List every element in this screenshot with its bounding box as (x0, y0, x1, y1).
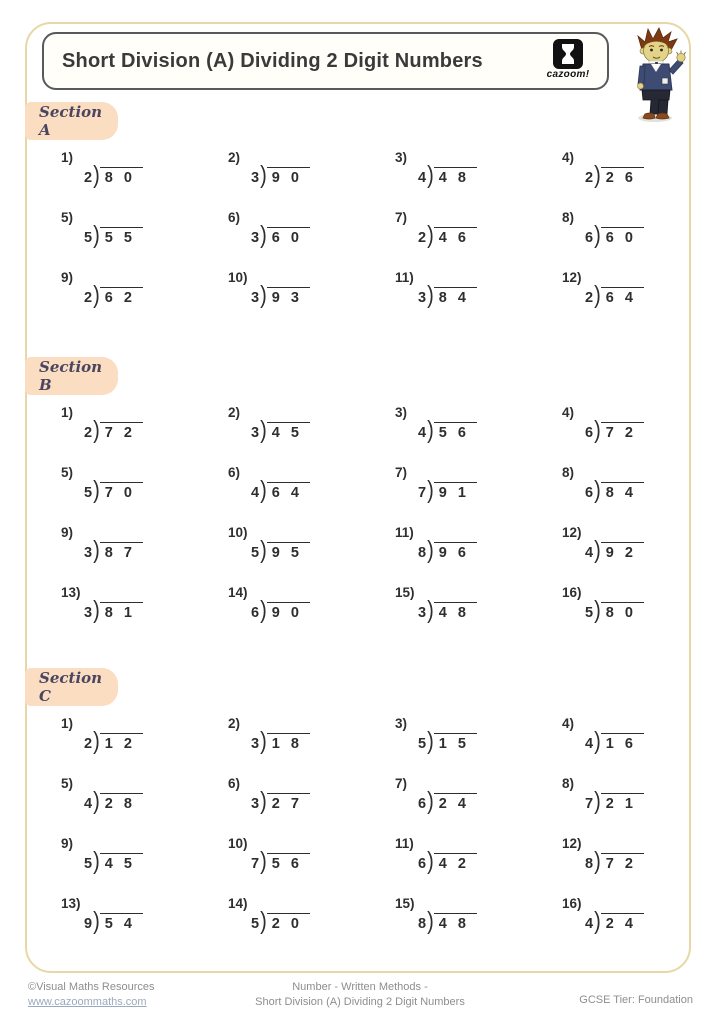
bus-stop-expression (585, 281, 720, 310)
bus-stop-expression (418, 416, 562, 445)
problem-number: 7) (395, 210, 408, 225)
dividend: 24 (434, 793, 477, 813)
problem-number: 16) (562, 585, 582, 600)
problem-number: 9) (61, 836, 74, 851)
division-problem (228, 146, 395, 206)
divisor: 5 (84, 856, 93, 872)
bus-stop-expression (418, 281, 562, 310)
problem-number: 16) (562, 896, 582, 911)
bus-stop-expression (585, 221, 720, 250)
bus-stop-expression (418, 596, 562, 625)
division-bracket-icon: ) (260, 536, 267, 565)
bus-stop-expression (84, 536, 228, 565)
divisor: 6 (251, 605, 260, 621)
bus-stop-expression (585, 787, 720, 816)
problem-number: 6) (228, 465, 241, 480)
problem-number: 4) (562, 150, 575, 165)
division-problem (395, 206, 562, 266)
bus-stop-expression (84, 281, 228, 310)
division-bracket-icon: ) (93, 221, 100, 250)
divisor: 4 (418, 170, 427, 186)
division-problem (562, 401, 720, 461)
problem-number: 4) (562, 405, 575, 420)
dividend: 21 (601, 793, 644, 813)
worksheet-section (27, 668, 689, 952)
division-bracket-icon: ) (594, 476, 601, 505)
dividend: 46 (434, 227, 477, 247)
page-border (25, 22, 691, 973)
bus-stop-expression (251, 281, 395, 310)
divisor: 2 (84, 736, 93, 752)
problem-number: 4) (562, 716, 575, 731)
divisor: 5 (251, 916, 260, 932)
dividend: 90 (267, 602, 310, 622)
division-problem (562, 206, 720, 266)
bus-stop-expression (251, 727, 395, 756)
division-bracket-icon: ) (594, 847, 601, 876)
dividend: 81 (100, 602, 143, 622)
divisor: 3 (251, 736, 260, 752)
bus-stop-expression (84, 907, 228, 936)
problem-number: 7) (395, 465, 408, 480)
bus-stop-expression (585, 907, 720, 936)
division-bracket-icon: ) (260, 907, 267, 936)
division-bracket-icon: ) (93, 596, 100, 625)
division-problem (562, 772, 720, 832)
problem-number: 15) (395, 896, 415, 911)
division-bracket-icon: ) (594, 281, 601, 310)
worksheet-section (27, 102, 689, 326)
dividend: 18 (267, 733, 310, 753)
problem-number: 9) (61, 525, 74, 540)
dividend: 62 (100, 287, 143, 307)
divisor: 3 (251, 170, 260, 186)
division-bracket-icon: ) (594, 416, 601, 445)
dividend: 27 (267, 793, 310, 813)
divisor: 4 (585, 916, 594, 932)
division-problem (562, 521, 720, 581)
division-bracket-icon: ) (260, 476, 267, 505)
divisor: 3 (251, 290, 260, 306)
bus-stop-expression (418, 727, 562, 756)
dividend: 60 (267, 227, 310, 247)
division-bracket-icon: ) (427, 281, 434, 310)
division-bracket-icon: ) (93, 787, 100, 816)
divisor: 2 (84, 425, 93, 441)
division-bracket-icon: ) (93, 476, 100, 505)
divisor: 3 (84, 545, 93, 561)
footer-copyright: ©Visual Maths Resources (28, 981, 155, 993)
footer-topic-line2: Short Division (A) Dividing 2 Digit Numbers (255, 995, 465, 1008)
bus-stop-expression (251, 221, 395, 250)
division-problem (395, 581, 562, 641)
problem-number: 10) (228, 836, 248, 851)
division-bracket-icon: ) (594, 536, 601, 565)
divisor: 3 (84, 605, 93, 621)
division-problem (395, 401, 562, 461)
division-bracket-icon: ) (427, 727, 434, 756)
division-problem (562, 146, 720, 206)
problem-number: 13) (61, 896, 81, 911)
bus-stop-expression (84, 476, 228, 505)
dividend: 56 (267, 853, 310, 873)
division-problem (228, 772, 395, 832)
bus-stop-expression (84, 847, 228, 876)
bus-stop-expression (84, 727, 228, 756)
division-bracket-icon: ) (427, 787, 434, 816)
division-bracket-icon: ) (93, 281, 100, 310)
problem-number: 3) (395, 405, 408, 420)
division-problem (61, 266, 228, 326)
division-problem (228, 892, 395, 952)
dividend: 95 (267, 542, 310, 562)
dividend: 48 (434, 602, 477, 622)
divisor: 6 (585, 485, 594, 501)
dividend: 72 (601, 853, 644, 873)
problem-number: 12) (562, 270, 582, 285)
dividend: 45 (267, 422, 310, 442)
division-bracket-icon: ) (427, 161, 434, 190)
dividend: 48 (434, 167, 477, 187)
bus-stop-expression (251, 416, 395, 445)
bus-stop-expression (251, 476, 395, 505)
dividend: 72 (100, 422, 143, 442)
problem-grid (27, 401, 689, 641)
divisor: 4 (418, 425, 427, 441)
problem-number: 9) (61, 270, 74, 285)
division-problem (395, 146, 562, 206)
problem-number: 3) (395, 150, 408, 165)
division-bracket-icon: ) (427, 221, 434, 250)
divisor: 2 (585, 170, 594, 186)
division-problem (61, 581, 228, 641)
dividend: 48 (434, 913, 477, 933)
division-problem (395, 832, 562, 892)
problem-number: 8) (562, 776, 575, 791)
divisor: 4 (84, 796, 93, 812)
problem-number: 13) (61, 585, 81, 600)
division-problem (562, 581, 720, 641)
bus-stop-expression (251, 907, 395, 936)
problem-number: 10) (228, 270, 248, 285)
division-problem (562, 892, 720, 952)
section-label: Section A (25, 102, 118, 140)
problem-number: 5) (61, 465, 74, 480)
divisor: 3 (251, 230, 260, 246)
problem-number: 11) (395, 270, 414, 285)
bus-stop-expression (585, 416, 720, 445)
divisor: 3 (251, 425, 260, 441)
bus-stop-expression (84, 596, 228, 625)
problem-number: 6) (228, 776, 241, 791)
dividend: 93 (267, 287, 310, 307)
problem-number: 5) (61, 210, 74, 225)
section-label: Section B (25, 357, 118, 395)
division-problem (562, 712, 720, 772)
bus-stop-expression (251, 536, 395, 565)
bus-stop-expression (418, 161, 562, 190)
divisor: 7 (251, 856, 260, 872)
dividend: 12 (100, 733, 143, 753)
division-problem (61, 206, 228, 266)
problem-number: 12) (562, 525, 582, 540)
division-problem (228, 712, 395, 772)
bus-stop-expression (84, 787, 228, 816)
division-bracket-icon: ) (260, 161, 267, 190)
bus-stop-expression (585, 476, 720, 505)
division-bracket-icon: ) (93, 907, 100, 936)
divisor: 8 (585, 856, 594, 872)
dividend: 84 (601, 482, 644, 502)
dividend: 26 (601, 167, 644, 187)
divisor: 3 (418, 605, 427, 621)
divisor: 3 (251, 796, 260, 812)
problem-number: 11) (395, 525, 414, 540)
division-bracket-icon: ) (594, 161, 601, 190)
dividend: 45 (100, 853, 143, 873)
bus-stop-expression (418, 476, 562, 505)
division-bracket-icon: ) (260, 787, 267, 816)
cazoom-logo (537, 39, 599, 80)
division-problem (61, 832, 228, 892)
divisor: 4 (585, 736, 594, 752)
problem-number: 2) (228, 150, 241, 165)
divisor: 6 (585, 425, 594, 441)
bus-stop-expression (84, 221, 228, 250)
divisor: 6 (418, 796, 427, 812)
division-bracket-icon: ) (93, 536, 100, 565)
problem-number: 14) (228, 585, 248, 600)
division-problem (61, 461, 228, 521)
bus-stop-expression (251, 787, 395, 816)
division-problem (562, 832, 720, 892)
division-problem (61, 146, 228, 206)
bus-stop-expression (418, 221, 562, 250)
division-problem (228, 461, 395, 521)
division-problem (61, 712, 228, 772)
division-problem (228, 521, 395, 581)
divisor: 2 (84, 290, 93, 306)
dividend: 24 (601, 913, 644, 933)
problem-number: 8) (562, 210, 575, 225)
divisor: 2 (84, 170, 93, 186)
dividend: 96 (434, 542, 477, 562)
divisor: 5 (418, 736, 427, 752)
dividend: 15 (434, 733, 477, 753)
dividend: 91 (434, 482, 477, 502)
bus-stop-expression (84, 416, 228, 445)
problem-number: 3) (395, 716, 408, 731)
problem-number: 1) (61, 405, 74, 420)
division-bracket-icon: ) (594, 907, 601, 936)
dividend: 64 (601, 287, 644, 307)
dividend: 60 (601, 227, 644, 247)
footer-website-link[interactable]: www.cazoommaths.com (28, 995, 147, 1008)
dividend: 80 (601, 602, 644, 622)
dividend: 56 (434, 422, 477, 442)
dividend: 42 (434, 853, 477, 873)
division-bracket-icon: ) (427, 416, 434, 445)
division-bracket-icon: ) (93, 847, 100, 876)
division-problem (562, 266, 720, 326)
dividend: 70 (100, 482, 143, 502)
dividend: 28 (100, 793, 143, 813)
divisor: 3 (418, 290, 427, 306)
problem-number: 15) (395, 585, 415, 600)
sections-host (27, 100, 689, 952)
problem-number: 7) (395, 776, 408, 791)
bus-stop-expression (585, 536, 720, 565)
dividend: 72 (601, 422, 644, 442)
bus-stop-expression (251, 847, 395, 876)
problem-number: 14) (228, 896, 248, 911)
bus-stop-expression (585, 847, 720, 876)
division-problem (395, 266, 562, 326)
divisor: 5 (251, 545, 260, 561)
division-bracket-icon: ) (427, 596, 434, 625)
division-bracket-icon: ) (260, 281, 267, 310)
divisor: 5 (84, 230, 93, 246)
divisor: 7 (585, 796, 594, 812)
cazoom-logo-text: cazoom! (546, 69, 590, 80)
bus-stop-expression (418, 787, 562, 816)
footer-tier: GCSE Tier: Foundation (579, 994, 693, 1006)
dividend: 55 (100, 227, 143, 247)
division-problem (61, 521, 228, 581)
footer (0, 978, 720, 1018)
problem-number: 1) (61, 150, 74, 165)
divisor: 4 (251, 485, 260, 501)
dividend: 84 (434, 287, 477, 307)
divisor: 2 (418, 230, 427, 246)
problem-grid (27, 712, 689, 952)
section-label: Section C (25, 668, 118, 706)
divisor: 7 (418, 485, 427, 501)
divisor: 4 (585, 545, 594, 561)
problem-number: 11) (395, 836, 414, 851)
dividend: 54 (100, 913, 143, 933)
division-bracket-icon: ) (427, 847, 434, 876)
division-bracket-icon: ) (260, 727, 267, 756)
problem-number: 1) (61, 716, 74, 731)
dividend: 92 (601, 542, 644, 562)
division-bracket-icon: ) (594, 221, 601, 250)
problem-number: 12) (562, 836, 582, 851)
division-problem (228, 266, 395, 326)
division-problem (228, 206, 395, 266)
bus-stop-expression (585, 596, 720, 625)
division-problem (395, 461, 562, 521)
title-box (42, 32, 609, 90)
division-bracket-icon: ) (260, 416, 267, 445)
dividend: 90 (267, 167, 310, 187)
division-bracket-icon: ) (260, 847, 267, 876)
dividend: 20 (267, 913, 310, 933)
division-bracket-icon: ) (594, 596, 601, 625)
problem-number: 5) (61, 776, 74, 791)
dividend: 87 (100, 542, 143, 562)
division-bracket-icon: ) (427, 536, 434, 565)
division-bracket-icon: ) (93, 161, 100, 190)
divisor: 2 (585, 290, 594, 306)
division-problem (562, 461, 720, 521)
divisor: 6 (585, 230, 594, 246)
division-problem (395, 712, 562, 772)
cazoom-logo-icon (553, 39, 583, 69)
bus-stop-expression (251, 161, 395, 190)
division-problem (228, 401, 395, 461)
bus-stop-expression (84, 161, 228, 190)
division-bracket-icon: ) (93, 416, 100, 445)
dividend: 80 (100, 167, 143, 187)
divisor: 6 (418, 856, 427, 872)
problem-number: 2) (228, 405, 241, 420)
division-problem (61, 772, 228, 832)
division-problem (228, 832, 395, 892)
dividend: 64 (267, 482, 310, 502)
divisor: 8 (418, 545, 427, 561)
division-bracket-icon: ) (260, 221, 267, 250)
division-problem (61, 401, 228, 461)
worksheet-title: Short Division (A) Dividing 2 Digit Numbers (62, 49, 483, 72)
bus-stop-expression (418, 907, 562, 936)
division-bracket-icon: ) (427, 907, 434, 936)
division-problem (395, 892, 562, 952)
footer-topic-line1: Number - Written Methods - (292, 981, 428, 993)
divisor: 8 (418, 916, 427, 932)
division-bracket-icon: ) (427, 476, 434, 505)
division-problem (61, 892, 228, 952)
divisor: 9 (84, 916, 93, 932)
division-bracket-icon: ) (594, 727, 601, 756)
bus-stop-expression (585, 161, 720, 190)
problem-number: 10) (228, 525, 248, 540)
division-bracket-icon: ) (594, 787, 601, 816)
dividend: 16 (601, 733, 644, 753)
problem-number: 2) (228, 716, 241, 731)
bus-stop-expression (418, 847, 562, 876)
problem-number: 6) (228, 210, 241, 225)
bus-stop-expression (585, 727, 720, 756)
problem-grid (27, 146, 689, 326)
division-problem (395, 772, 562, 832)
divisor: 5 (84, 485, 93, 501)
problem-number: 8) (562, 465, 575, 480)
bus-stop-expression (418, 536, 562, 565)
division-bracket-icon: ) (260, 596, 267, 625)
bus-stop-expression (251, 596, 395, 625)
worksheet-section (27, 357, 689, 641)
divisor: 5 (585, 605, 594, 621)
division-problem (228, 581, 395, 641)
division-bracket-icon: ) (93, 727, 100, 756)
division-problem (395, 521, 562, 581)
